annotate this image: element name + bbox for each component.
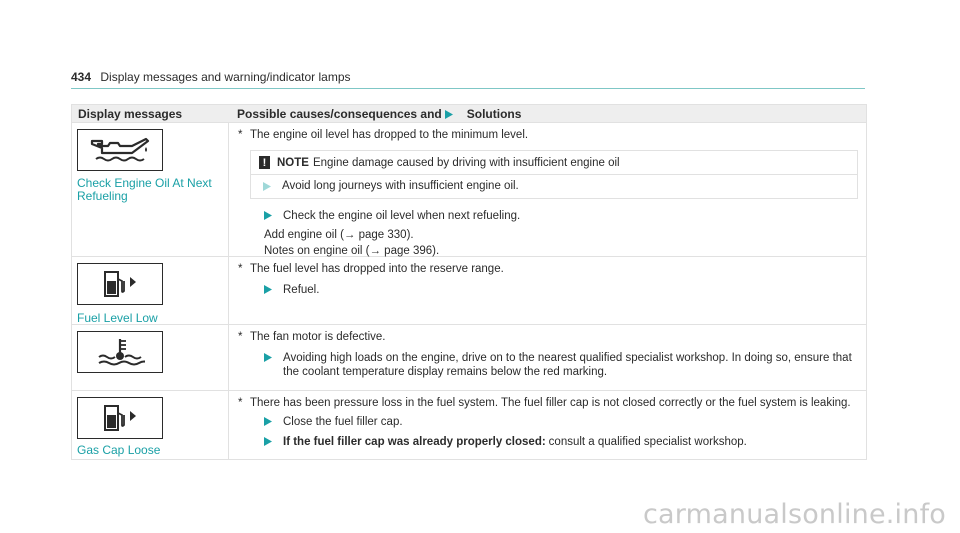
cause-text: * The fan motor is defective.: [238, 331, 386, 343]
table-row: [72, 256, 866, 324]
fuel-pump-icon: [77, 397, 163, 439]
header-divider: [71, 88, 865, 89]
causes-solutions-cell: [229, 123, 866, 256]
display-message-cell: [72, 123, 229, 256]
causes-solutions-cell: [229, 325, 866, 390]
display-message-text: Gas Cap Loose: [77, 443, 161, 457]
display-message-cell: [72, 325, 229, 390]
oil-can-icon: [77, 129, 163, 171]
table-header: [72, 105, 866, 122]
solution-step: Close the fuel filler cap.: [264, 415, 858, 429]
cause-text: * There has been pressure loss in the fuel system. The fuel filler cap is not closed correctly or the fuel system is leaking.: [238, 397, 851, 409]
causes-solutions-cell: [229, 391, 866, 459]
arrow-right-icon: [264, 353, 272, 362]
table-row: [72, 390, 866, 459]
messages-table: [71, 104, 867, 460]
solution-text: consult a qualified specialist workshop.: [548, 436, 747, 448]
note-header: [251, 151, 857, 175]
reference-line: Notes on engine oil (→ page 396).: [264, 245, 440, 257]
display-message-cell: [72, 257, 229, 324]
arrow-right-icon: [445, 110, 453, 119]
watermark: carmanualsonline.info: [643, 499, 946, 530]
display-message-cell: [72, 391, 229, 459]
note-box: [250, 150, 858, 199]
reference-line: Add engine oil (→ page 330).: [264, 229, 414, 241]
column-header-causes-label: Possible causes/consequences and: [237, 106, 442, 121]
note-step: Avoid long journeys with insufficient engine oil.: [251, 175, 857, 198]
table-row: [72, 122, 866, 256]
table-row: [72, 324, 866, 390]
page-number: 434: [71, 70, 92, 84]
arrow-right-icon: [264, 211, 272, 220]
note-label: NOTE: [277, 156, 309, 169]
solution-step: Avoiding high loads on the engine, drive on to the nearest qualified specialist workshop. In doing so, ensure that the coolant temperature display remains below the red marking.: [264, 351, 858, 379]
page-title: Display messages and warning/indicator lamps: [100, 70, 351, 84]
solution-step: Check the engine oil level when next refueling.: [264, 209, 858, 223]
arrow-right-icon: [264, 437, 272, 446]
page-header: [71, 70, 351, 84]
note-text: Engine damage caused by driving with insufficient engine oil: [312, 156, 620, 169]
solution-step: [264, 435, 858, 449]
arrow-right-icon: [263, 182, 271, 191]
column-header-solutions-label: Solutions: [466, 106, 522, 121]
arrow-right-icon: [264, 285, 272, 294]
arrow-right-icon: [264, 417, 272, 426]
column-header-display-messages: Display messages: [78, 106, 183, 121]
solution-condition: If the fuel filler cap was already properly closed:: [283, 436, 546, 448]
coolant-temperature-icon: [77, 331, 163, 373]
display-message-text: Fuel Level Low: [77, 311, 158, 325]
causes-solutions-cell: [229, 257, 866, 324]
warning-icon: !: [259, 156, 270, 169]
cause-text: * The fuel level has dropped into the reserve range.: [238, 263, 504, 275]
solution-step: Refuel.: [264, 283, 858, 297]
fuel-pump-icon: [77, 263, 163, 305]
cause-text: * The engine oil level has dropped to the minimum level.: [238, 129, 529, 141]
column-header-solutions: [229, 107, 866, 121]
display-message-text: Check Engine Oil At Next Refueling: [77, 176, 212, 203]
